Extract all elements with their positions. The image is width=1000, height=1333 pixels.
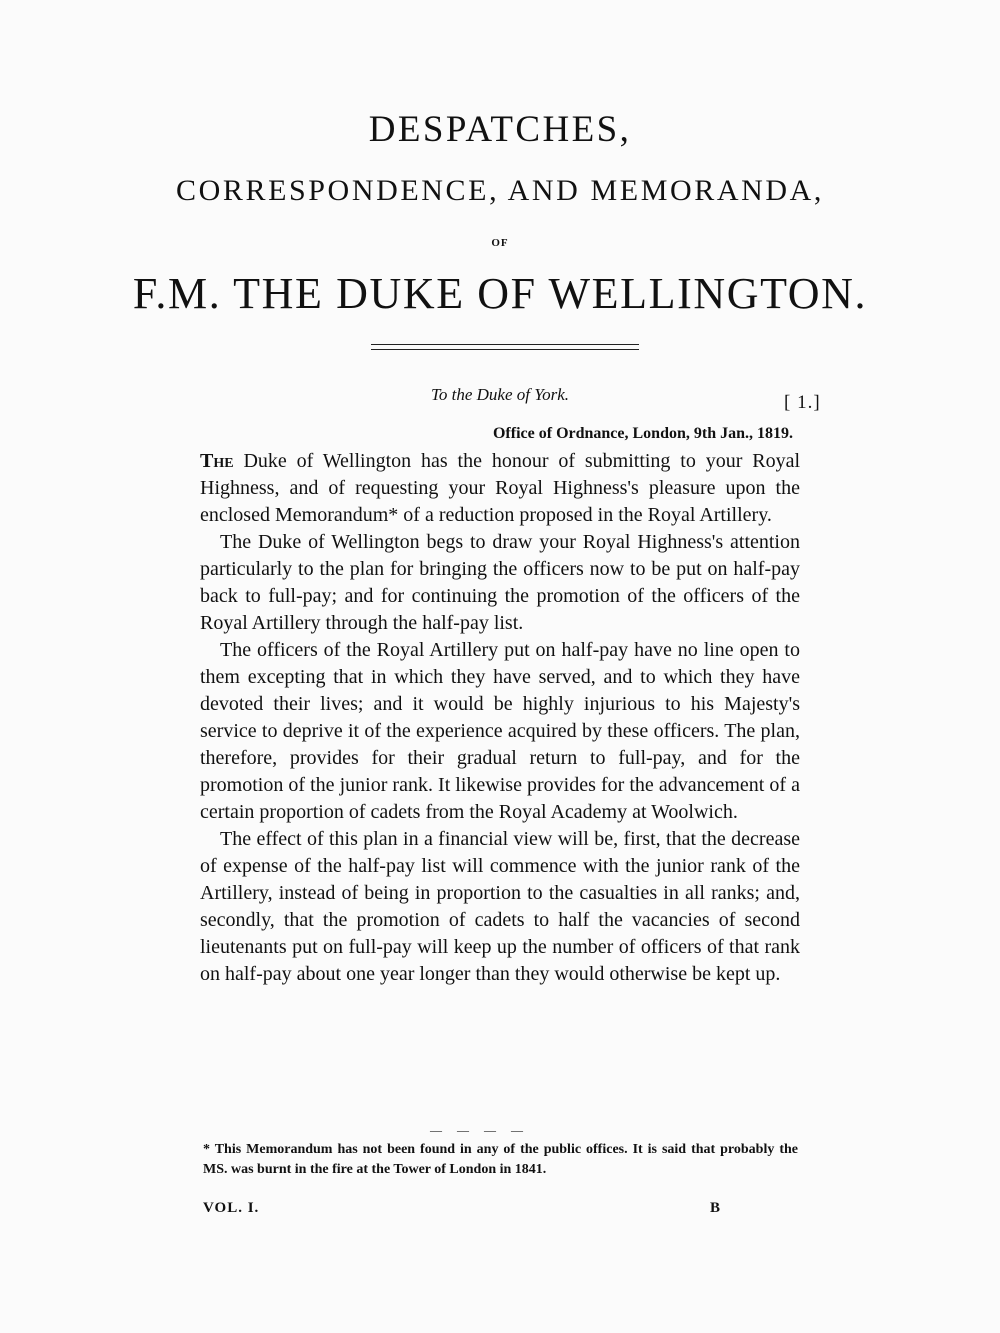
- paragraph-4: [200, 826, 800, 988]
- title-rule-top: [371, 344, 639, 345]
- title-duke: F.M. THE DUKE OF WELLINGTON.: [132, 269, 868, 318]
- letter-dateline: Office of Ordnance, London, 9th Jan., 1819.: [492, 425, 793, 442]
- paragraph-text: The Duke of Wellington begs to draw your Royal Highness's attention particularly to the plan for bringing the officers now to be put on half-pay back to full-pay; and for continuing the promotion of the officers of the Royal Artillery through the half-pay list.: [200, 531, 800, 634]
- title-of: OF: [491, 237, 509, 249]
- gathering-signature: B: [710, 1200, 721, 1216]
- paragraph-lead: The: [200, 450, 234, 472]
- paragraph-1: [200, 448, 800, 529]
- paragraph-3: [200, 637, 800, 826]
- paragraph-text: The effect of this plan in a financial view will be, first, that the decrease of expense of the half-pay list will commence with the junior rank of the Artillery, instead of being in proportion to the casualties in all ranks; and, secondly, that the promotion of cadets to half the vacancies of second lieutenants put on full-pay will keep up the number of officers of that rank on half-pay about one year longer than they would otherwise be kept up.: [200, 828, 800, 985]
- paragraph-text: Duke of Wellington has the honour of submitting to your Royal Highness, and of requesting your Royal Highness's pleasure upon the enclosed Memorandum* of a reduction proposed in the Royal Artillery.: [200, 450, 800, 526]
- footnote: * This Memorandum has not been found in any of the public offices. It is said that probably the MS. was burnt in the fire at the Tower of London in 1841.: [203, 1142, 798, 1177]
- volume-signature: VOL. I.: [203, 1200, 260, 1216]
- letter-addressee: To the Duke of York.: [430, 385, 570, 404]
- letter-number: [ 1.]: [784, 392, 821, 413]
- title-rule-bottom: [371, 349, 639, 350]
- letter-body: [200, 448, 800, 988]
- title-despatches: DESPATCHES,: [368, 109, 632, 150]
- footnote-separator: — — — —: [430, 1123, 529, 1137]
- paragraph-2: [200, 529, 800, 637]
- title-correspondence: CORRESPONDENCE, AND MEMORANDA,: [175, 174, 825, 207]
- paragraph-text: The officers of the Royal Artillery put on half-pay have no line open to them excepting that in which they have served, and to which they have devoted their lives; and it would be highly injurious to his Majesty's service to deprive it of the experience acquired by these officers. The plan, therefore, provides for their gradual return to full-pay, and for the promotion of the junior rank. It likewise provides for the advancement of a certain proportion of cadets from the Royal Academy at Woolwich.: [200, 639, 800, 823]
